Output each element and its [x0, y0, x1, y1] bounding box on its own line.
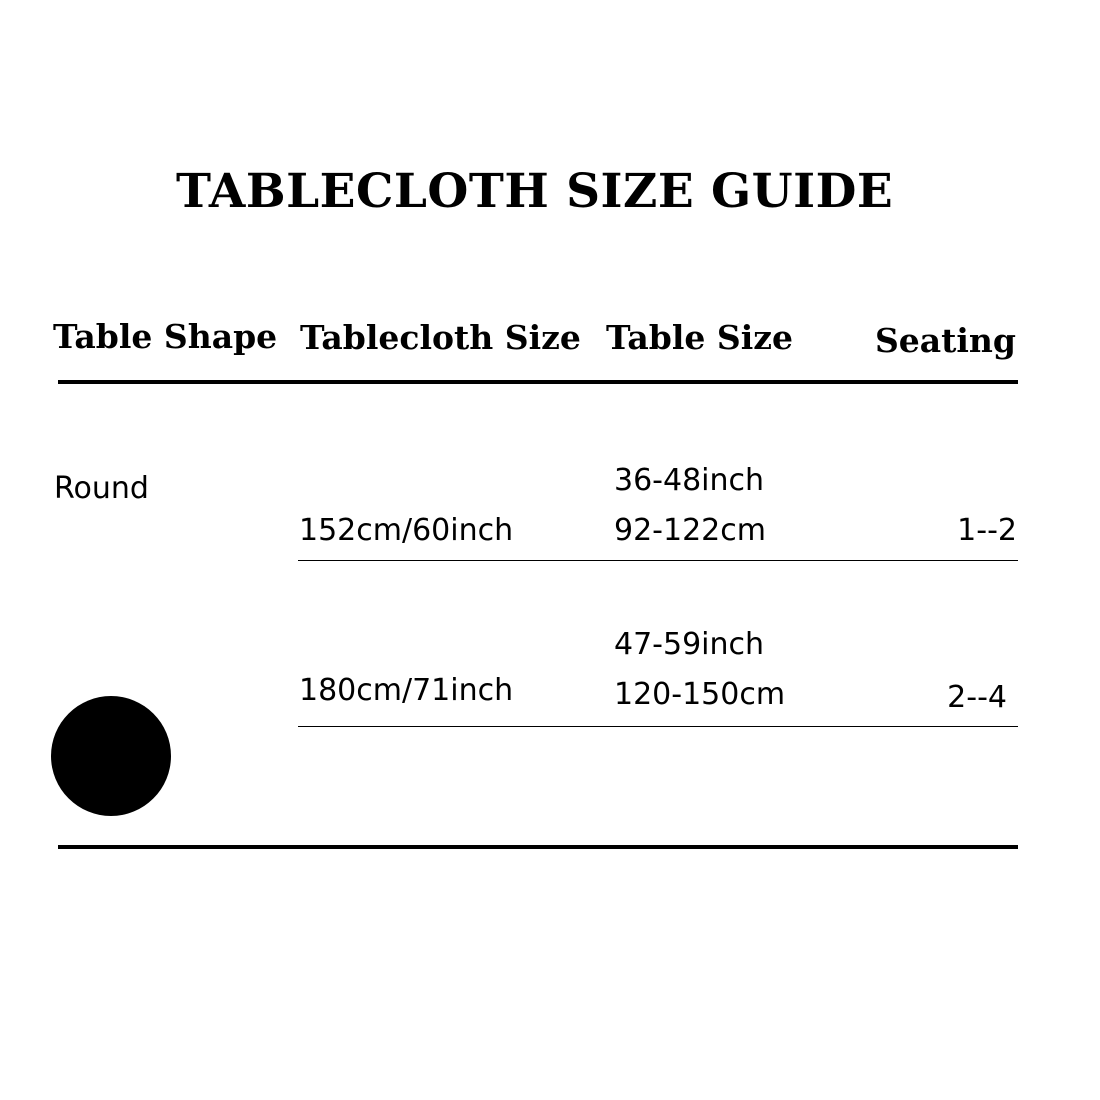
header-divider [58, 380, 1018, 384]
header-table-shape: Table Shape [53, 317, 278, 356]
table-bottom-rule [58, 845, 1018, 849]
page-title: TABLECLOTH SIZE GUIDE [176, 164, 894, 219]
row1-seating: 1--2 [957, 513, 1017, 548]
row1-divider [298, 560, 1018, 561]
shape-label: Round [54, 471, 149, 506]
row2-tablecloth-size: 180cm/71inch [299, 673, 514, 708]
filled-circle-icon [51, 696, 171, 816]
header-table-size: Table Size [606, 318, 793, 357]
row2-divider [298, 726, 1018, 727]
row1-tablecloth-size: 152cm/60inch [299, 513, 514, 548]
header-seating: Seating [874, 321, 1016, 360]
row1-table-size-cm: 92-122cm [614, 513, 766, 548]
row2-seating: 2--4 [947, 680, 1007, 715]
row1-table-size-inch: 36-48inch [614, 463, 765, 498]
row2-table-size-cm: 120-150cm [614, 677, 786, 712]
header-tablecloth-size: Tablecloth Size [300, 318, 581, 357]
row2-table-size-inch: 47-59inch [614, 627, 765, 662]
